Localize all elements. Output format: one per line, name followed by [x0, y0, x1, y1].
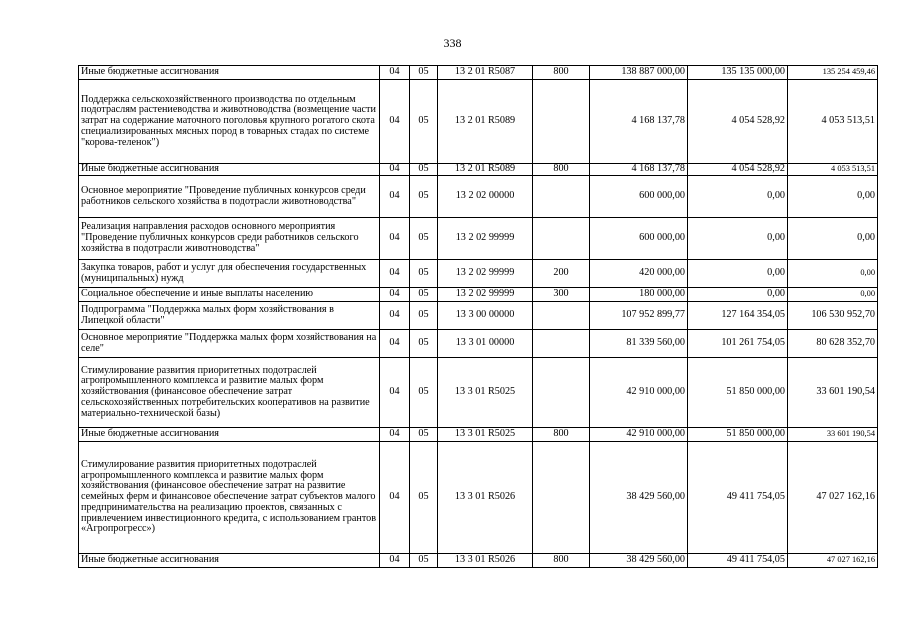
- target-code-cell: 13 2 01 R5087: [438, 66, 533, 80]
- subsection-code-cell: 05: [410, 442, 438, 554]
- section-code-cell: 04: [380, 302, 410, 330]
- row-name-cell: Иные бюджетные ассигнования: [79, 428, 380, 442]
- amount-year-2-cell: 0,00: [688, 260, 788, 288]
- subsection-code-cell: 05: [410, 164, 438, 176]
- subsection-code-cell: 05: [410, 80, 438, 164]
- row-name-cell: Иные бюджетные ассигнования: [79, 164, 380, 176]
- amount-year-1-cell: 42 910 000,00: [590, 358, 688, 428]
- section-code-cell: 04: [380, 428, 410, 442]
- table-row: [79, 288, 878, 302]
- subsection-code-cell: 05: [410, 176, 438, 218]
- section-code-cell: 04: [380, 218, 410, 260]
- amount-year-1-cell: 180 000,00: [590, 288, 688, 302]
- amount-year-2-cell: 49 411 754,05: [688, 554, 788, 568]
- amount-year-1-cell: 600 000,00: [590, 176, 688, 218]
- amount-year-3-cell: 47 027 162,16: [788, 442, 878, 554]
- target-code-cell: 13 2 02 99999: [438, 218, 533, 260]
- amount-year-2-cell: 0,00: [688, 218, 788, 260]
- target-code-cell: 13 3 01 R5026: [438, 554, 533, 568]
- expense-type-cell: 800: [533, 554, 590, 568]
- row-name-cell: Стимулирование развития приоритетных подотраслей агропромышленного комплекса и развитие малых форм хозяйствования (финансовое обеспечение затрат сельскохозяйственных потребительских кооперативов на развитие материально-технической базы): [79, 358, 380, 428]
- amount-year-1-cell: 38 429 560,00: [590, 554, 688, 568]
- target-code-cell: 13 3 01 00000: [438, 330, 533, 358]
- subsection-code-cell: 05: [410, 554, 438, 568]
- amount-year-2-cell: 0,00: [688, 176, 788, 218]
- amount-year-3-cell: 4 053 513,51: [788, 80, 878, 164]
- subsection-code-cell: 05: [410, 260, 438, 288]
- amount-year-3-cell: 0,00: [788, 260, 878, 288]
- amount-year-2-cell: 127 164 354,05: [688, 302, 788, 330]
- amount-year-3-cell: 106 530 952,70: [788, 302, 878, 330]
- amount-year-2-cell: 0,00: [688, 288, 788, 302]
- expense-type-cell: [533, 358, 590, 428]
- amount-year-1-cell: 38 429 560,00: [590, 442, 688, 554]
- amount-year-2-cell: 4 054 528,92: [688, 80, 788, 164]
- row-name-cell: Поддержка сельскохозяйственного производства по отдельным подотраслям растениеводства и животноводства (возмещение части затрат на содержание маточного поголовья крупного рогатого скота специализированных мясных пород в товарных стадах по системе "корова-теленок"): [79, 80, 380, 164]
- expense-type-cell: 200: [533, 260, 590, 288]
- target-code-cell: 13 3 01 R5026: [438, 442, 533, 554]
- section-code-cell: 04: [380, 288, 410, 302]
- amount-year-3-cell: 0,00: [788, 218, 878, 260]
- amount-year-1-cell: 42 910 000,00: [590, 428, 688, 442]
- table-row: [79, 176, 878, 218]
- table-row: [79, 442, 878, 554]
- amount-year-2-cell: 135 135 000,00: [688, 66, 788, 80]
- amount-year-1-cell: 420 000,00: [590, 260, 688, 288]
- section-code-cell: 04: [380, 176, 410, 218]
- target-code-cell: 13 3 01 R5025: [438, 428, 533, 442]
- expense-type-cell: [533, 176, 590, 218]
- subsection-code-cell: 05: [410, 330, 438, 358]
- amount-year-2-cell: 49 411 754,05: [688, 442, 788, 554]
- table-row: [79, 260, 878, 288]
- amount-year-3-cell: 33 601 190,54: [788, 428, 878, 442]
- expense-type-cell: [533, 442, 590, 554]
- section-code-cell: 04: [380, 260, 410, 288]
- subsection-code-cell: 05: [410, 218, 438, 260]
- row-name-cell: Реализация направления расходов основного мероприятия "Проведение публичных конкурсов среди работников сельского хозяйства в подотрасли животноводства": [79, 218, 380, 260]
- row-name-cell: Стимулирование развития приоритетных подотраслей агропромышленного комплекса и развитие малых форм хозяйствования (финансовое обеспечение затрат на развитие семейных ферм и финансовое обеспечение затрат субъектов малого предпринимательства на реализацию проектов, связанных с привлечением инвестиционного кредита, с использованием грантов «Агропрогресс»): [79, 442, 380, 554]
- expense-type-cell: [533, 218, 590, 260]
- target-code-cell: 13 3 00 00000: [438, 302, 533, 330]
- target-code-cell: 13 3 01 R5025: [438, 358, 533, 428]
- amount-year-1-cell: 81 339 560,00: [590, 330, 688, 358]
- row-name-cell: Закупка товаров, работ и услуг для обеспечения государственных (муниципальных) нужд: [79, 260, 380, 288]
- amount-year-3-cell: 0,00: [788, 176, 878, 218]
- expense-type-cell: 800: [533, 66, 590, 80]
- amount-year-2-cell: 101 261 754,05: [688, 330, 788, 358]
- budget-table: [78, 65, 878, 568]
- subsection-code-cell: 05: [410, 428, 438, 442]
- table-row: [79, 330, 878, 358]
- table-row: [79, 428, 878, 442]
- amount-year-3-cell: 135 254 459,46: [788, 66, 878, 80]
- subsection-code-cell: 05: [410, 302, 438, 330]
- row-name-cell: Основное мероприятие "Поддержка малых форм хозяйствования на селе": [79, 330, 380, 358]
- amount-year-3-cell: 80 628 352,70: [788, 330, 878, 358]
- target-code-cell: 13 2 01 R5089: [438, 80, 533, 164]
- amount-year-3-cell: 0,00: [788, 288, 878, 302]
- section-code-cell: 04: [380, 358, 410, 428]
- expense-type-cell: [533, 80, 590, 164]
- target-code-cell: 13 2 02 99999: [438, 260, 533, 288]
- row-name-cell: Подпрограмма "Поддержка малых форм хозяйствования в Липецкой области": [79, 302, 380, 330]
- amount-year-2-cell: 51 850 000,00: [688, 428, 788, 442]
- amount-year-3-cell: 47 027 162,16: [788, 554, 878, 568]
- expense-type-cell: 300: [533, 288, 590, 302]
- row-name-cell: Иные бюджетные ассигнования: [79, 554, 380, 568]
- expense-type-cell: [533, 302, 590, 330]
- expense-type-cell: 800: [533, 164, 590, 176]
- expense-type-cell: 800: [533, 428, 590, 442]
- target-code-cell: 13 2 02 99999: [438, 288, 533, 302]
- amount-year-1-cell: 4 168 137,78: [590, 164, 688, 176]
- table-row: [79, 218, 878, 260]
- table-row: [79, 554, 878, 568]
- section-code-cell: 04: [380, 66, 410, 80]
- section-code-cell: 04: [380, 164, 410, 176]
- target-code-cell: 13 2 01 R5089: [438, 164, 533, 176]
- section-code-cell: 04: [380, 554, 410, 568]
- expense-type-cell: [533, 330, 590, 358]
- row-name-cell: Социальное обеспечение и иные выплаты населению: [79, 288, 380, 302]
- amount-year-1-cell: 107 952 899,77: [590, 302, 688, 330]
- amount-year-3-cell: 33 601 190,54: [788, 358, 878, 428]
- subsection-code-cell: 05: [410, 358, 438, 428]
- table-row: [79, 358, 878, 428]
- section-code-cell: 04: [380, 80, 410, 164]
- amount-year-2-cell: 51 850 000,00: [688, 358, 788, 428]
- table-row: [79, 164, 878, 176]
- amount-year-1-cell: 138 887 000,00: [590, 66, 688, 80]
- amount-year-1-cell: 600 000,00: [590, 218, 688, 260]
- table-row: [79, 66, 878, 80]
- amount-year-1-cell: 4 168 137,78: [590, 80, 688, 164]
- subsection-code-cell: 05: [410, 66, 438, 80]
- amount-year-3-cell: 4 053 513,51: [788, 164, 878, 176]
- table-row: [79, 302, 878, 330]
- page-number: 338: [443, 36, 462, 50]
- table-row: [79, 80, 878, 164]
- row-name-cell: Иные бюджетные ассигнования: [79, 66, 380, 80]
- row-name-cell: Основное мероприятие "Проведение публичных конкурсов среди работников сельского хозяйства в подотрасли животноводства": [79, 176, 380, 218]
- table-body: [79, 66, 878, 568]
- amount-year-2-cell: 4 054 528,92: [688, 164, 788, 176]
- subsection-code-cell: 05: [410, 288, 438, 302]
- target-code-cell: 13 2 02 00000: [438, 176, 533, 218]
- section-code-cell: 04: [380, 442, 410, 554]
- section-code-cell: 04: [380, 330, 410, 358]
